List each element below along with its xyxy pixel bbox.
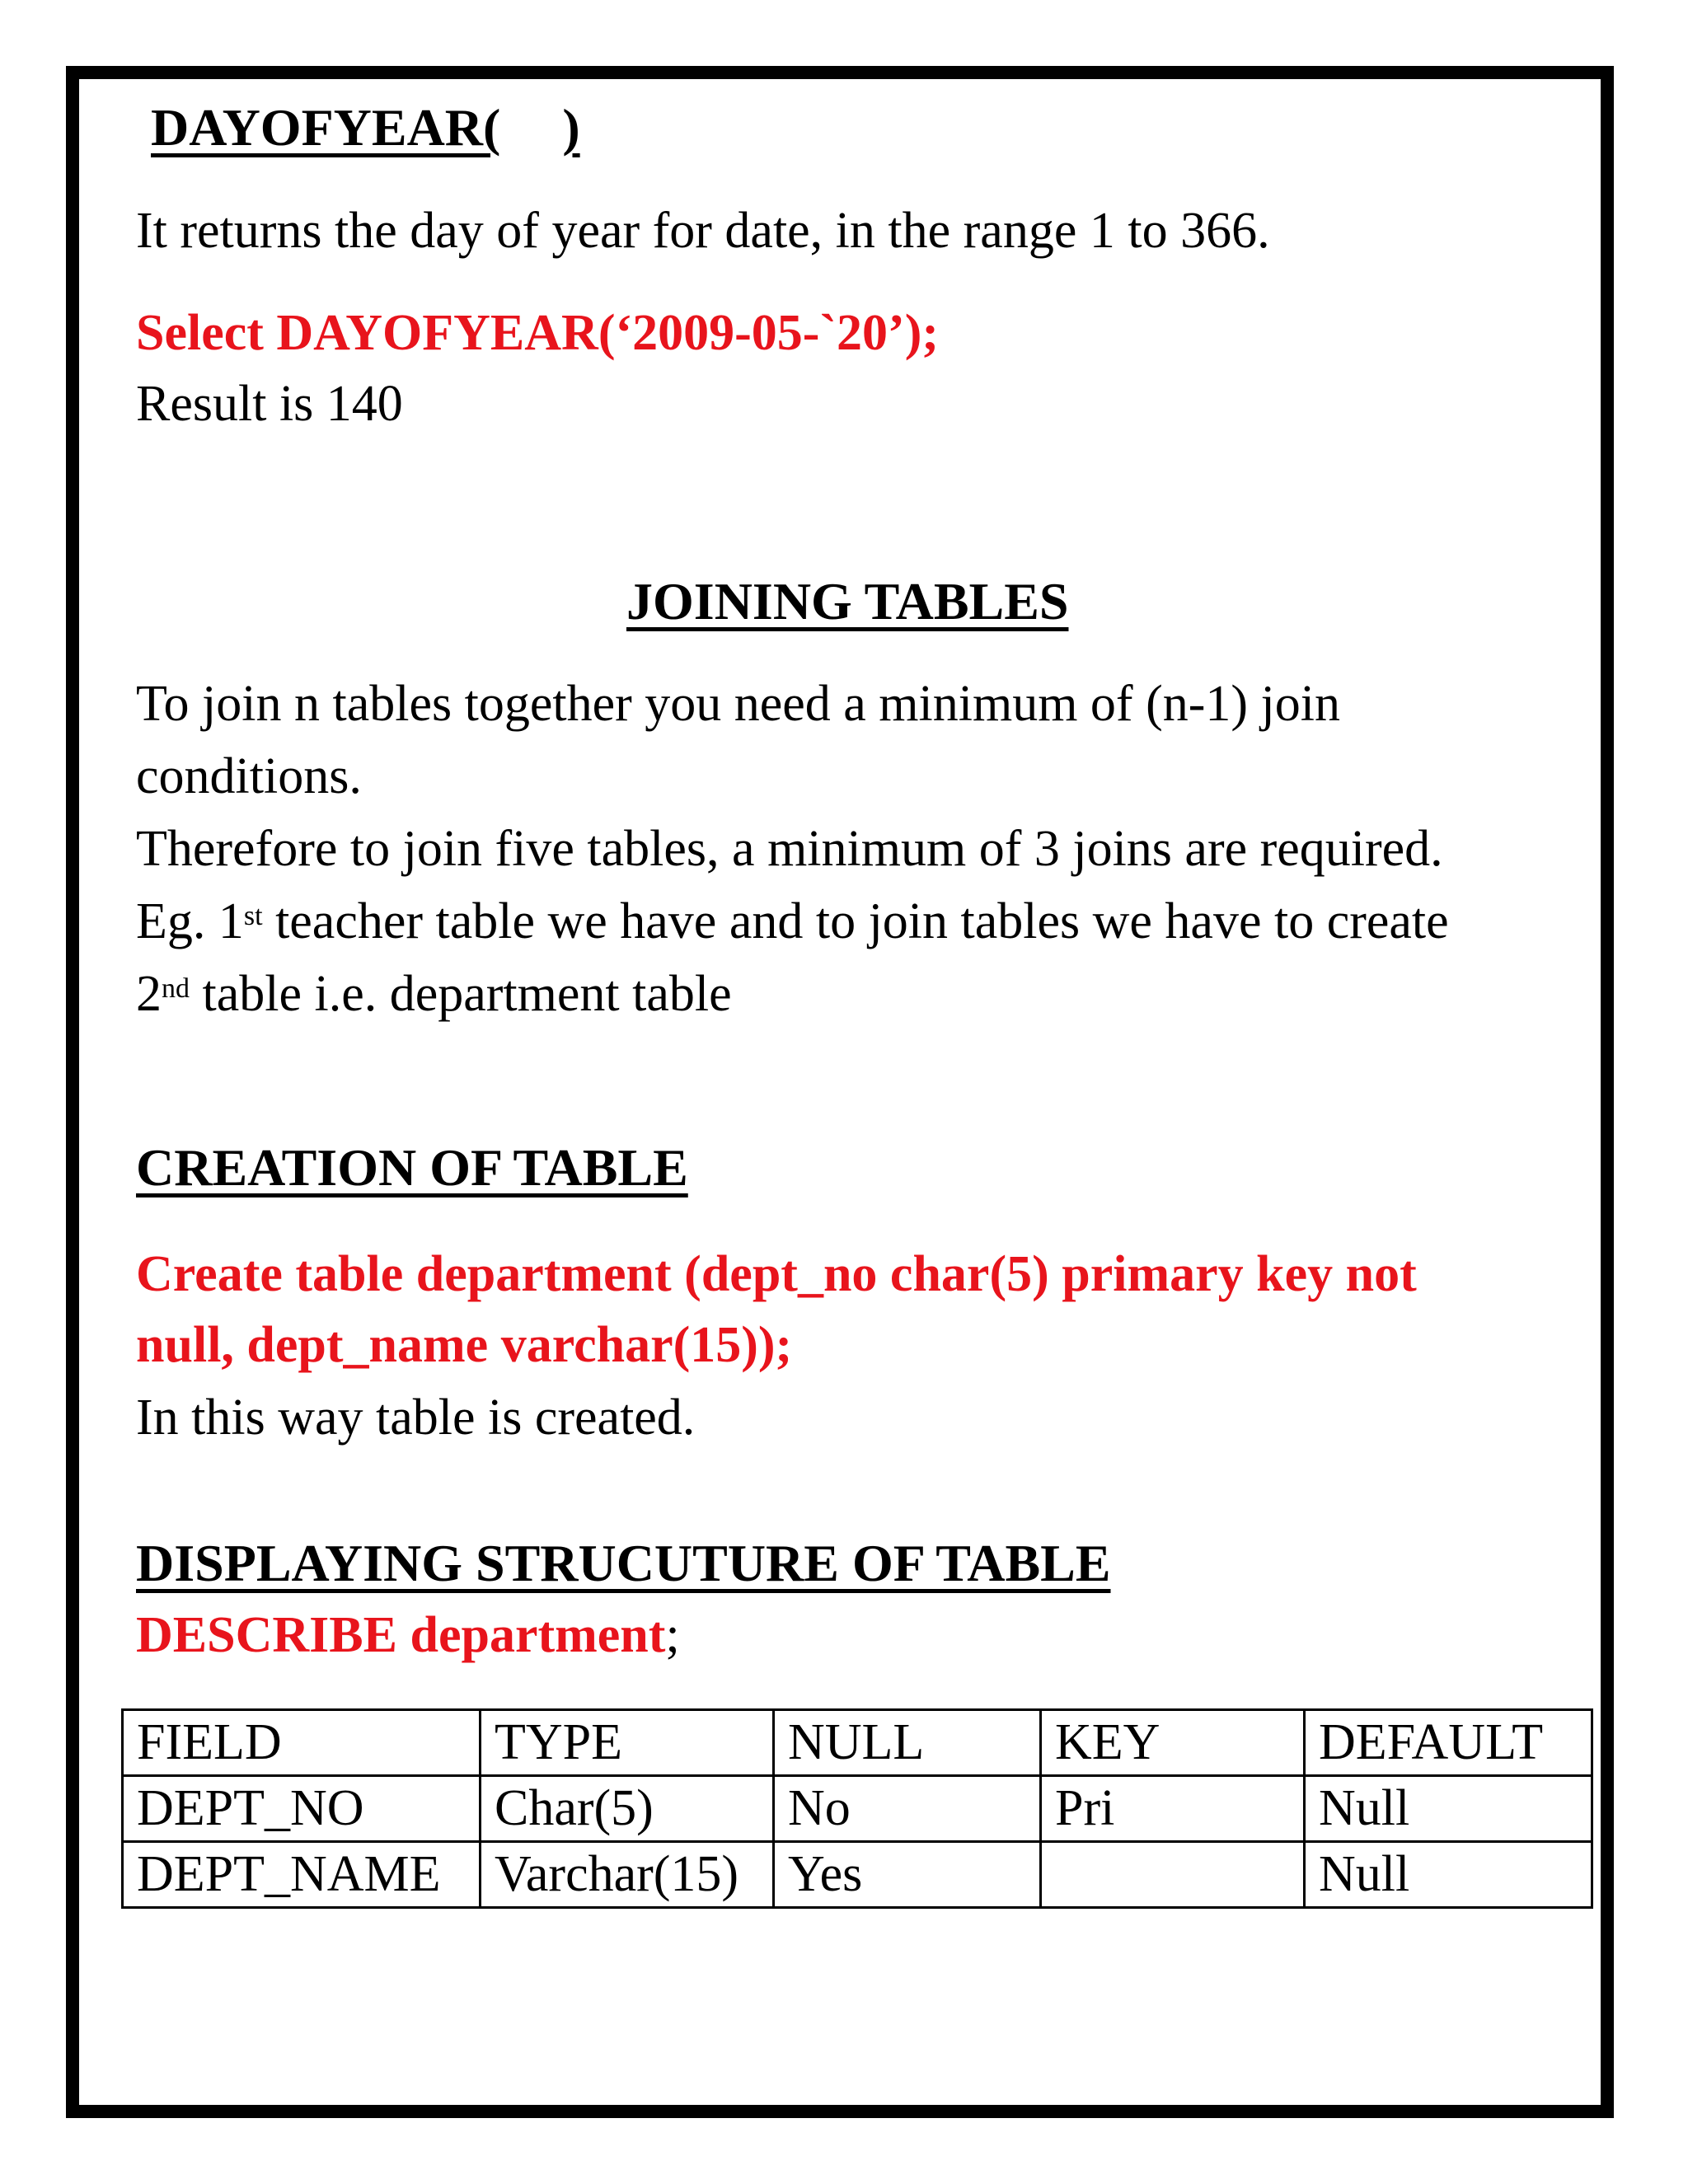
table-row: [123, 1776, 1592, 1842]
column-header: KEY: [1041, 1710, 1305, 1776]
table-cell: [1041, 1842, 1305, 1908]
dayofyear-query: Select DAYOFYEAR(‘2009-05-`20’);: [136, 305, 939, 361]
table-cell: Pri: [1041, 1776, 1305, 1842]
table-cell: No: [774, 1776, 1041, 1842]
joining-line-1: To join n tables together you need a minimum of (n-1) join: [136, 676, 1340, 732]
dayofyear-result: Result is 140: [136, 376, 403, 432]
table-header-row: [123, 1710, 1592, 1776]
column-header: NULL: [774, 1710, 1041, 1776]
table-cell: Null: [1305, 1842, 1592, 1908]
joining-line-5: 2nd table i.e. department table: [136, 966, 732, 1022]
joining-line-2: conditions.: [136, 748, 362, 804]
creation-heading: CREATION OF TABLE: [136, 1138, 688, 1197]
joining-line-3: Therefore to join five tables, a minimum of 3 joins are required.: [136, 821, 1443, 877]
structure-command: DESCRIBE department;: [136, 1607, 680, 1663]
table-cell: Varchar(15): [481, 1842, 774, 1908]
table-cell: Yes: [774, 1842, 1041, 1908]
column-header: FIELD: [123, 1710, 481, 1776]
creation-query-line-2: null, dept_name varchar(15));: [136, 1317, 793, 1373]
table-cell: DEPT_NO: [123, 1776, 481, 1842]
joining-line-4: Eg. 1st teacher table we have and to join tables we have to create: [136, 893, 1449, 949]
joining-heading: JOINING TABLES: [626, 572, 1069, 630]
creation-note: In this way table is created.: [136, 1390, 696, 1446]
structure-heading: DISPLAYING STRUCUTURE OF TABLE: [136, 1534, 1111, 1592]
structure-table: [121, 1708, 1593, 1909]
table-cell: Char(5): [481, 1776, 774, 1842]
dayofyear-description: It returns the day of year for date, in the range 1 to 366.: [136, 203, 1270, 259]
creation-query-line-1: Create table department (dept_no char(5) primary key not: [136, 1246, 1417, 1302]
dayofyear-heading: DAYOFYEAR( ): [151, 98, 580, 157]
table-cell: Null: [1305, 1776, 1592, 1842]
table-row: [123, 1842, 1592, 1908]
table-cell: DEPT_NAME: [123, 1842, 481, 1908]
column-header: TYPE: [481, 1710, 774, 1776]
column-header: DEFAULT: [1305, 1710, 1592, 1776]
